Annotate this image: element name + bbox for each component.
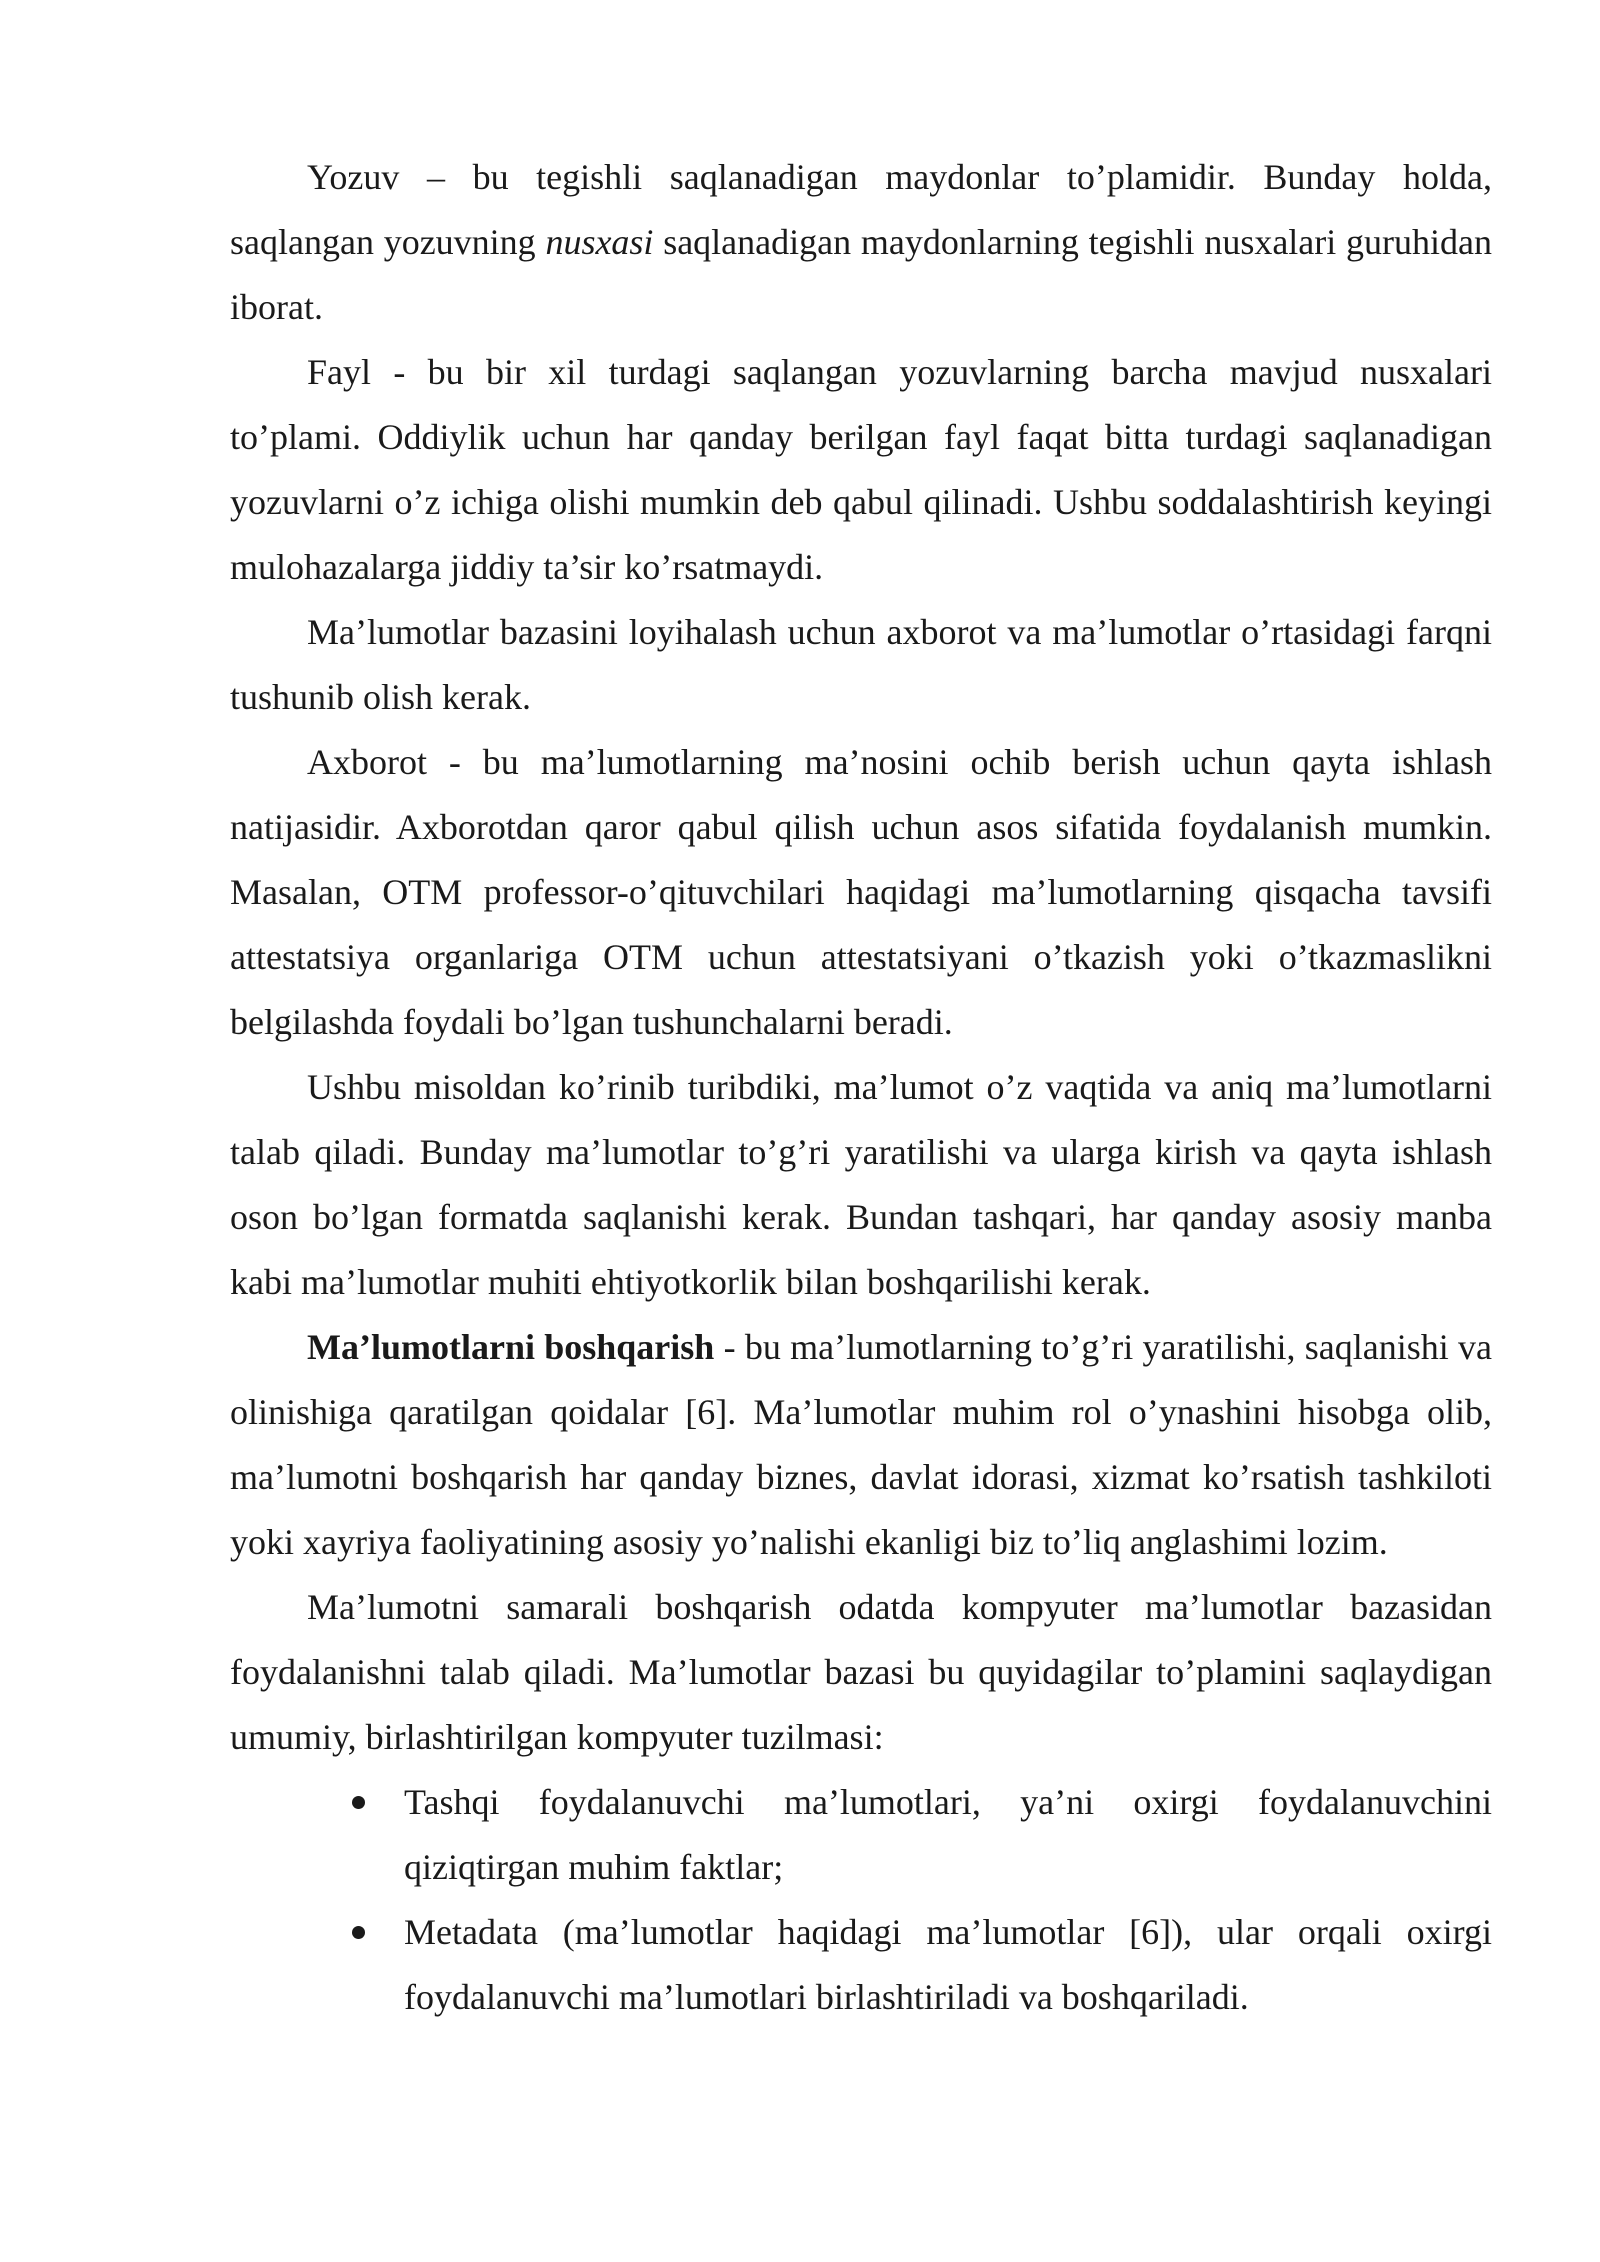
list-item xyxy=(230,1770,1492,1900)
bold-term: Ma’lumotlarni boshqarish xyxy=(307,1327,715,1367)
list-item-text: Tashqi foydalanuvchi ma’lumotlari, ya’ni oxirgi foydalanuvchini qiziqtirgan muhim faktlar; xyxy=(404,1782,1492,1887)
list-item-text: Metadata (ma’lumotlar haqidagi ma’lumotlar [6]), ular orqali oxirgi foydalanuvchi ma’lumotlari birlashtiriladi va boshqariladi. xyxy=(404,1912,1492,2017)
bullet-list xyxy=(230,1770,1492,2030)
paragraph-data-management xyxy=(230,1315,1492,1575)
bullet-icon xyxy=(352,1926,365,1939)
paragraph-effective-management: Ma’lumotni samarali boshqarish odatda kompyuter ma’lumotlar bazasidan foydalanishni talab qiladi. Ma’lumotlar bazasi bu quyidagilar to’plamini saqlaydigan umumiy, birlashtirilgan kompyuter tuzilmasi: xyxy=(230,1587,1492,1757)
paragraph-axborot: Axborot - bu ma’lumotlarning ma’nosini ochib berish uchun qayta ishlash natijasidir. Axborotdan qaror qabul qilish uchun asos sifatida foydalanish mumkin. Masalan, OTM professor-o’qituvchilari haqidagi ma’lumotlarning qisqacha tavsifi attestatsiya organlariga OTM uchun attestatsiyani o’tkazish yoki o’tkazmaslikni belgilashda foydali bo’lgan tushunchalarni beradi. xyxy=(230,742,1492,1042)
paragraph-database-design: Ma’lumotlar bazasini loyihalash uchun axborot va ma’lumotlar o’rtasidagi farqni tushunib olish kerak. xyxy=(230,612,1492,717)
paragraph-example: Ushbu misoldan ko’rinib turibdiki, ma’lumot o’z vaqtida va aniq ma’lumotlarni talab qiladi. Bunday ma’lumotlar to’g’ri yaratilishi va ularga kirish va qayta ishlash oson bo’lgan formatda saqlanishi kerak. Bundan tashqari, har qanday asosiy manba kabi ma’lumotlar muhiti ehtiyotkorlik bilan boshqarilishi kerak. xyxy=(230,1067,1492,1302)
list-item xyxy=(230,1900,1492,2030)
italic-term: nusxasi xyxy=(545,222,654,262)
paragraph-text: saqlanadigan maydonlarning tegishli nusxalari guruhidan iborat. xyxy=(230,222,1492,327)
document-page xyxy=(230,145,1492,2030)
paragraph-text: - bu ma’lumotlarning to’g’ri yaratilishi, saqlanishi va olinishiga qaratilgan qoidalar [6]. Ma’lumotlar muhim rol o’ynashini hisobga olib, ma’lumotni boshqarish har qanday biznes, davlat idorasi, xizmat ko’rsatish tashkiloti yoki xayriya faoliyatining asosiy yo’nalishi ekanligi biz to’liq anglashimi lozim. xyxy=(230,1327,1493,1562)
paragraph-text: Yozuv – bu tegishli saqlanadigan maydonlar to’plamidir. Bunday holda, saqlangan yozuvning xyxy=(230,157,1492,262)
paragraph-fayl: Fayl - bu bir xil turdagi saqlangan yozuvlarning barcha mavjud nusxalari to’plami. Oddiylik uchun har qanday berilgan fayl faqat bitta turdagi saqlanadigan yozuvlarni o’z ichiga olishi mumkin deb qabul qilinadi. Ushbu soddalashtirish keyingi mulohazalarga jiddiy ta’sir ko’rsatmaydi. xyxy=(230,352,1492,587)
bullet-icon xyxy=(352,1796,365,1809)
paragraph-yozuv xyxy=(230,145,1492,340)
